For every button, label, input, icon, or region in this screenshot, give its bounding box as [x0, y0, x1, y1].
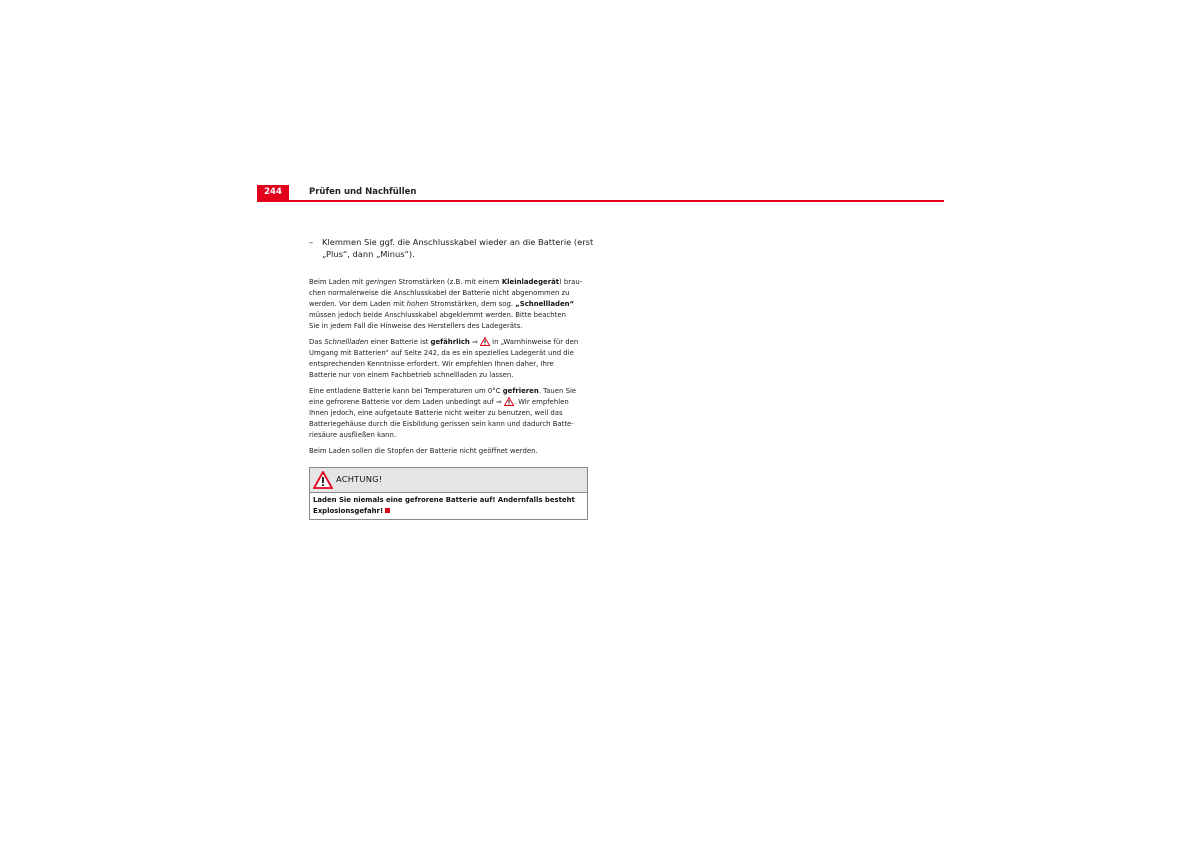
text-line: [309, 337, 588, 348]
warning-text: [310, 493, 587, 519]
warning-triangle-icon[interactable]: [504, 397, 514, 406]
instruction-step: [309, 236, 594, 260]
warning-header: [310, 468, 587, 493]
page-content: [309, 236, 594, 520]
text-run: . Wir empfehlen: [513, 398, 569, 406]
emphasis-text: hohen: [406, 300, 429, 308]
warning-title: ACHTUNG!: [336, 474, 383, 484]
bold-term: gefährlich: [430, 338, 470, 346]
bold-term: gefrieren: [502, 387, 539, 395]
text-line: Batteriegehäuse durch die Eisbildung gerissen sein kann und dadurch Batte-: [309, 420, 574, 428]
page-header: [257, 185, 944, 202]
text-run: werden. Vor dem Laden mit: [309, 300, 407, 308]
paragraph-plugs: [309, 446, 588, 457]
text-line: [309, 299, 588, 310]
paragraph-frozen-battery: [309, 386, 588, 441]
header-rule: [257, 200, 944, 202]
text-line: Batterie nur von einem Fachbetrieb schnellladen zu lassen.: [309, 371, 514, 379]
text-line: Sie in jedem Fall die Hinweise des Herstellers des Ladegeräts.: [309, 322, 523, 330]
page-number: 244: [257, 185, 289, 200]
emphasis-text: Schnellladen: [324, 338, 369, 346]
bold-term: Kleinladegerät: [501, 278, 560, 286]
warning-triangle-icon[interactable]: [480, 337, 490, 346]
emphasis-text: geringen: [365, 278, 397, 286]
text-run: in „Warnhinweise für den: [489, 338, 579, 346]
warning-box: [309, 467, 588, 520]
text-run: Eine entladene Batterie kann bei Temperaturen um 0°C: [309, 387, 503, 395]
text-line: [309, 386, 588, 397]
bold-term: „Schnellladen“: [515, 300, 575, 308]
step-line: Klemmen Sie ggf. die Anschlusskabel wieder an die Batterie (erst: [322, 237, 594, 247]
text-run: Beim Laden mit: [309, 278, 366, 286]
text-run: Stromstärken, dem sog.: [428, 300, 516, 308]
step-line: „Plus“, dann „Minus“).: [322, 249, 415, 259]
text-run: . Tauen Sie: [538, 387, 577, 395]
text-line: entsprechenden Kenntnisse erfordert. Wir empfehlen Ihnen daher, Ihre: [309, 360, 554, 368]
end-of-section-marker: [385, 508, 390, 513]
text-line: [313, 506, 584, 517]
text-run: einer Batterie ist: [368, 338, 431, 346]
paragraph-fast-charging: [309, 337, 588, 381]
text-line: [309, 277, 588, 288]
text-line: Beim Laden sollen die Stopfen der Batterie nicht geöffnet werden.: [309, 447, 538, 455]
text-run: ) brau-: [559, 278, 583, 286]
text-line: [309, 397, 588, 408]
text-line: Umgang mit Batterien“ auf Seite 242, da es ein spezielles Ladegerät und die: [309, 349, 574, 357]
text-run: eine gefrorene Batterie vor dem Laden unbedingt auf ⇒: [309, 398, 504, 406]
text-line: chen normalerweise die Anschlusskabel der Batterie nicht abgenommen zu: [309, 289, 570, 297]
text-run: Das: [309, 338, 325, 346]
text-line: müssen jedoch beide Anschlusskabel abgeklemmt werden. Bitte beachten: [309, 311, 566, 319]
text-run: ⇒: [469, 338, 480, 346]
section-title: Prüfen und Nachfüllen: [309, 187, 417, 197]
paragraph-charging-current: [309, 277, 588, 332]
step-bullet: –: [309, 237, 314, 247]
text-line: riesäure ausfließen kann.: [309, 431, 397, 439]
text-line: Ihnen jedoch, eine aufgetaute Batterie nicht weiter zu benutzen, weil das: [309, 409, 563, 417]
text-run: Stromstärken (z.B. mit einem: [396, 278, 502, 286]
text-line: Laden Sie niemals eine gefrorene Batterie auf! Andernfalls besteht: [313, 496, 575, 504]
warning-triangle-icon: [313, 471, 333, 489]
text-run: Explosionsgefahr!: [313, 507, 384, 515]
